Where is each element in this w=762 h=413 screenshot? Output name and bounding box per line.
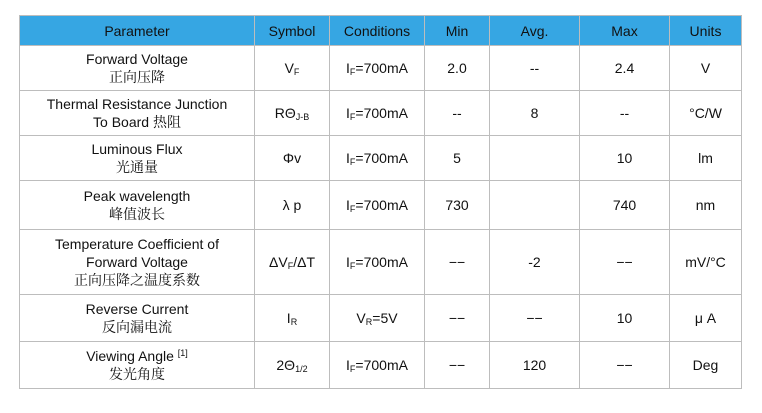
header-parameter: Parameter [20,16,255,46]
parameter-cell [20,230,255,295]
condition-sub: R [365,317,373,327]
avg-cell: −− [490,295,580,342]
condition-tail: =700mA [355,357,408,373]
parameter-cell [20,295,255,342]
condition-cell [330,230,425,295]
table-body [20,46,742,389]
footnote-ref: [1] [177,348,188,358]
table-header [20,16,742,46]
avg-cell: -- [490,46,580,91]
max-cell: 740 [580,181,670,230]
avg-cell: 120 [490,342,580,389]
min-cell: −− [425,230,490,295]
condition-tail: =700mA [355,105,408,121]
symbol-main: λ p [282,197,302,213]
units-cell: Deg [670,342,742,389]
symbol-cell [255,342,330,389]
units-cell: μ A [670,295,742,342]
symbol-cell [255,91,330,136]
condition-main: I [346,60,350,76]
parameter-en-line2: Forward Voltage [86,254,188,270]
units-cell: nm [670,181,742,230]
parameter-zh: 光通量 [116,159,158,175]
condition-cell [330,181,425,230]
symbol-sub: F [287,261,294,271]
condition-sub: F [349,112,356,122]
spec-table-container [19,15,742,389]
condition-main: I [346,150,350,166]
avg-cell [490,181,580,230]
condition-sub: F [349,157,356,167]
header-min: Min [425,16,490,46]
max-cell: 2.4 [580,46,670,91]
header-symbol: Symbol [255,16,330,46]
units-cell: lm [670,136,742,181]
symbol-main: V [284,60,294,76]
header-units: Units [670,16,742,46]
condition-sub: F [349,364,356,374]
condition-sub: F [349,261,356,271]
symbol-sub: 1/2 [295,364,308,374]
symbol-sub: J-B [295,112,310,122]
max-cell: 10 [580,295,670,342]
min-cell: 5 [425,136,490,181]
units-cell: mV/°C [670,230,742,295]
condition-main: I [346,105,350,121]
symbol-cell [255,230,330,295]
symbol-main: I [286,310,291,326]
min-cell: −− [425,342,490,389]
condition-tail: =700mA [355,60,408,76]
header-conditions: Conditions [330,16,425,46]
condition-main: I [346,357,350,373]
parameter-cell [20,342,255,389]
symbol-sub: F [293,67,300,77]
min-cell: 730 [425,181,490,230]
symbol-sub: R [290,317,298,327]
parameter-cell [20,46,255,91]
max-cell: 10 [580,136,670,181]
condition-main: I [346,254,350,270]
table-row [20,91,742,136]
condition-cell [330,91,425,136]
parameter-cell [20,181,255,230]
parameter-cell [20,136,255,181]
parameter-zh: 正向压降之温度系数 [74,272,200,288]
spec-table [19,15,742,389]
symbol-cell [255,136,330,181]
condition-cell [330,46,425,91]
header-max: Max [580,16,670,46]
header-avg: Avg. [490,16,580,46]
min-cell: -- [425,91,490,136]
symbol-tail: /ΔT [293,254,315,270]
condition-tail: =5V [372,310,398,326]
parameter-en: Reverse Current [85,301,189,317]
condition-main: V [356,310,366,326]
table-row [20,230,742,295]
max-cell: -- [580,91,670,136]
parameter-en: Temperature Coefficient of [55,236,219,252]
parameter-en: Peak wavelength [83,188,191,204]
condition-main: I [346,197,350,213]
max-cell: −− [580,342,670,389]
condition-sub: F [349,67,356,77]
avg-cell [490,136,580,181]
parameter-zh: 发光角度 [109,366,165,382]
units-cell: V [670,46,742,91]
parameter-en: Luminous Flux [91,141,183,157]
table-row [20,46,742,91]
parameter-en: Thermal Resistance Junction [46,96,228,112]
condition-tail: =700mA [355,197,408,213]
symbol-cell [255,46,330,91]
condition-cell [330,295,425,342]
symbol-main: ΔV [269,254,288,270]
symbol-cell [255,181,330,230]
parameter-cell [20,91,255,136]
avg-cell: 8 [490,91,580,136]
parameter-en: Forward Voltage [86,51,188,67]
parameter-en [24,347,250,365]
min-cell: −− [425,295,490,342]
table-row [20,136,742,181]
condition-sub: F [349,204,356,214]
parameter-zh: 反向漏电流 [102,319,172,335]
units-cell: °C/W [670,91,742,136]
min-cell: 2.0 [425,46,490,91]
condition-tail: =700mA [355,150,408,166]
condition-tail: =700mA [355,254,408,270]
header-row [20,16,742,46]
table-row [20,295,742,342]
parameter-zh: 正向压降 [109,69,165,85]
symbol-main: Φv [282,150,302,166]
parameter-zh: To Board 热阻 [93,114,181,130]
condition-cell [330,136,425,181]
avg-cell: -2 [490,230,580,295]
max-cell: −− [580,230,670,295]
condition-cell [330,342,425,389]
symbol-main: RΘ [274,105,296,121]
symbol-cell [255,295,330,342]
table-row [20,342,742,389]
parameter-en-text: Viewing Angle [86,348,174,364]
symbol-main: 2Θ [276,357,296,373]
parameter-zh: 峰值波长 [109,206,165,222]
table-row [20,181,742,230]
